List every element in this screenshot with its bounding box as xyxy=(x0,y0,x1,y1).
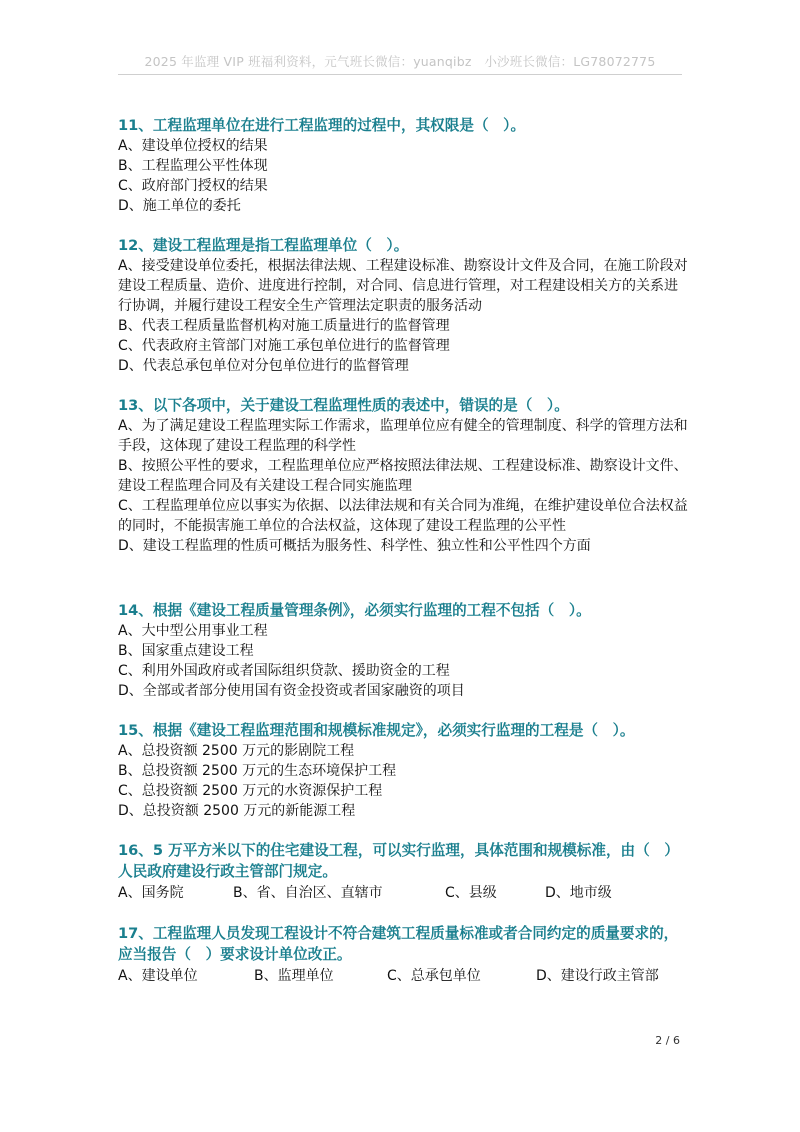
page-number: 2 / 6 xyxy=(655,1034,680,1047)
question-15 xyxy=(118,720,690,821)
option-d: D、施工单位的委托 xyxy=(118,198,241,214)
options-row xyxy=(118,882,690,904)
page-header-watermark: 2025 年监理 VIP 班福利资料，元气班长微信：yuanqibz 小沙班长微信：LG78072775 xyxy=(144,54,656,69)
question-list xyxy=(118,115,690,1006)
question-title: 12、建设工程监理是指工程监理单位（ ）。 xyxy=(118,237,409,254)
option-c: C、总投资额 2500 万元的水资源保护工程 xyxy=(118,783,383,799)
option-a: A、接受建设单位委托，根据法律法规、工程建设标准、勘察设计文件及合同，在施工阶段对建设工程质量、造价、进度进行控制，对合同、信息进行管理，对工程建设相关方的关系进行协调，并履行建设工程安全生产管理法定职责的服务活动 xyxy=(118,258,688,314)
option-a: A、总投资额 2500 万元的影剧院工程 xyxy=(118,743,355,759)
option-d: D、全部或者部分使用国有资金投资或者国家融资的项目 xyxy=(118,683,465,699)
option-a: A、建设单位 xyxy=(118,968,198,984)
option-b: B、工程监理公平性体现 xyxy=(118,158,268,174)
question-title: 17、工程监理人员发现工程设计不符合建筑工程质量标准或者合同约定的质量要求的，应当报告（ ）要求设计单位改正。 xyxy=(118,925,679,963)
question-title: 11、工程监理单位在进行工程监理的过程中，其权限是（ ）。 xyxy=(118,117,526,134)
question-title: 14、根据《建设工程质量管理条例》，必须实行监理的工程不包括（ ）。 xyxy=(118,602,591,619)
option-a: A、大中型公用事业工程 xyxy=(118,623,268,639)
options-row xyxy=(118,965,690,987)
question-title: 16、5 万平方米以下的住宅建设工程，可以实行监理，具体范围和规模标准，由（ ）人民政府建设行政主管部门规定。 xyxy=(118,842,679,880)
option-d: D、总投资额 2500 万元的新能源工程 xyxy=(118,803,356,819)
option-a: A、建设单位授权的结果 xyxy=(118,138,268,154)
option-b: B、按照公平性的要求，工程监理单位应严格按照法律法规、工程建设标准、勘察设计文件、建设工程监理合同及有关建设工程合同实施监理 xyxy=(118,458,688,494)
option-c: C、县级 xyxy=(445,885,497,901)
question-14 xyxy=(118,600,690,701)
option-d: D、建设工程监理的性质可概括为服务性、科学性、独立性和公平性四个方面 xyxy=(118,538,591,554)
question-12 xyxy=(118,235,690,376)
option-c: C、工程监理单位应以事实为依据、以法律法规和有关合同为准绳，在维护建设单位合法权益的同时，不能损害施工单位的合法权益，这体现了建设工程监理的公平性 xyxy=(118,498,688,534)
option-b: B、总投资额 2500 万元的生态环境保护工程 xyxy=(118,763,397,779)
question-11 xyxy=(118,115,690,216)
option-c: C、政府部门授权的结果 xyxy=(118,178,268,194)
option-a: A、国务院 xyxy=(118,885,184,901)
option-c: C、代表政府主管部门对施工承包单位进行的监督管理 xyxy=(118,338,450,354)
option-d: D、建设行政主管部 xyxy=(536,968,659,984)
header-divider xyxy=(118,74,682,75)
option-a: A、为了满足建设工程监理实际工作需求，监理单位应有健全的管理制度、科学的管理方法和手段，这体现了建设工程监理的科学性 xyxy=(118,418,688,454)
question-title: 15、根据《建设工程监理范围和规模标准规定》，必须实行监理的工程是（ ）。 xyxy=(118,722,635,739)
option-b: B、省、自治区、直辖市 xyxy=(233,885,383,901)
option-c: C、总承包单位 xyxy=(387,968,481,984)
option-c: C、利用外国政府或者国际组织贷款、援助资金的工程 xyxy=(118,663,450,679)
question-13 xyxy=(118,395,690,556)
option-b: B、监理单位 xyxy=(254,968,334,984)
option-d: D、地市级 xyxy=(545,885,612,901)
option-b: B、代表工程质量监督机构对施工质量进行的监督管理 xyxy=(118,318,450,334)
question-17 xyxy=(118,923,690,987)
question-title: 13、以下各项中，关于建设工程监理性质的表述中，错误的是（ ）。 xyxy=(118,397,569,414)
question-16 xyxy=(118,840,690,904)
option-d: D、代表总承包单位对分包单位进行的监督管理 xyxy=(118,358,409,374)
option-b: B、国家重点建设工程 xyxy=(118,643,254,659)
